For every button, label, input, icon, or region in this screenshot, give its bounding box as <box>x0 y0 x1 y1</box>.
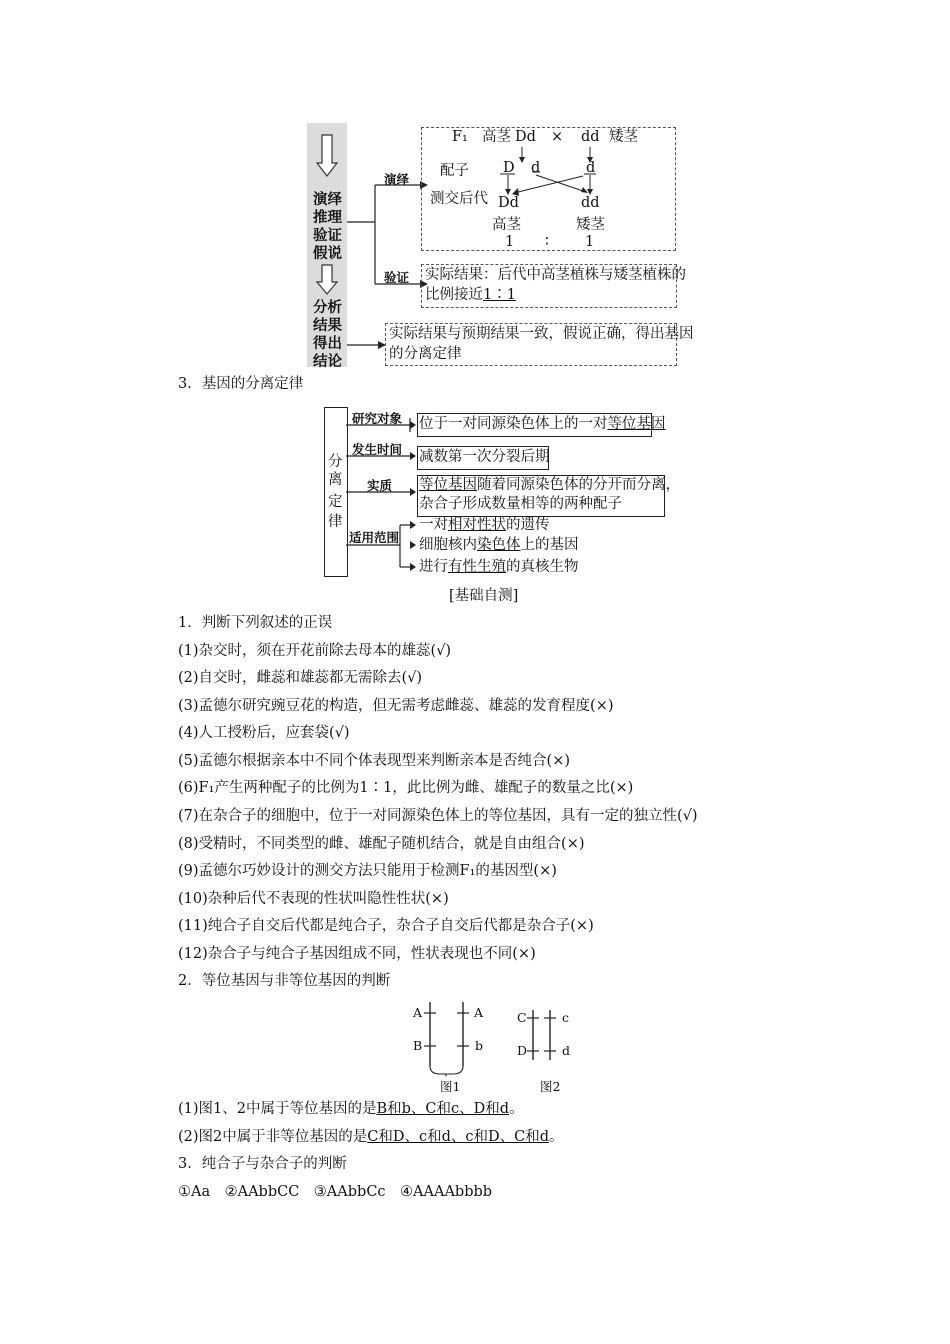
conclusion-line1: 实际结果与预期结果一致，假说正确，得出基因 <box>389 326 694 342</box>
offspring-Dd: Dd <box>498 195 519 211</box>
q2-answer-1-prefix: (1)图1、2中属于等位基因的是 <box>178 1101 377 1117</box>
time-text: 减数第一次分裂后期 <box>419 449 550 465</box>
gene-d-right: d <box>562 1043 571 1058</box>
scope-item-1-post: 的遗传 <box>506 517 550 533</box>
title-char-2: 离 <box>328 472 343 488</box>
caption-figure1: 图1 <box>440 1079 461 1094</box>
title-char-3: 定 <box>328 494 343 510</box>
self-test-header: [基础自测] <box>449 588 519 604</box>
object-prefix: 位于一对同源染色体上的一对 <box>419 416 608 432</box>
step-analyze-2: 结果 <box>313 317 342 334</box>
gene-b-right: b <box>475 1038 484 1053</box>
verify-ratio-blank: 1∶1 <box>483 287 516 303</box>
testcross-label: 测交后代 <box>430 191 488 207</box>
scope-item-3-pre: 进行 <box>419 559 448 575</box>
scope-item-2-post: 上的基因 <box>520 537 579 553</box>
q1-item: (9)孟德尔巧妙设计的测交方法只能用于检测F₁的基因型(×) <box>178 863 557 879</box>
scope-item-3-blank: 有性生殖 <box>448 559 506 575</box>
branch-label-verify: 验证 <box>384 270 410 285</box>
q2-answer-1-blank: B和b、C和c、D和d <box>376 1101 510 1117</box>
branch-object: 研究对象 <box>352 411 403 426</box>
q2-answer-1-end: 。 <box>509 1101 524 1117</box>
f1-label: F₁ <box>452 129 468 145</box>
step-analyze-3: 得出 <box>313 335 342 352</box>
q1-item: (5)孟德尔根据亲本中不同个体表现型来判断亲本是否纯合(×) <box>178 753 571 769</box>
essence-blank: 等位基因 <box>419 477 477 493</box>
tall-label: 高茎 <box>482 129 511 145</box>
ratio-right: 1 <box>585 234 595 250</box>
scope-item-3-post: 的真核生物 <box>506 559 579 575</box>
step-deduce-1: 演绎 <box>313 191 342 208</box>
section3-title: 3．基因的分离定律 <box>178 376 304 392</box>
gamete-d-2: d <box>586 160 596 176</box>
q2-answer-2-end: 。 <box>549 1129 564 1145</box>
short-label: 矮茎 <box>609 129 638 145</box>
q3-title: 3．纯合子与杂合子的判断 <box>178 1156 347 1172</box>
conclusion-line2: 的分离定律 <box>389 346 462 362</box>
q1-item: (2)自交时，雌蕊和雄蕊都无需除去(√) <box>178 670 423 686</box>
branch-essence: 实质 <box>367 478 393 493</box>
gamete-D: D <box>503 160 515 176</box>
gene-A-left: A <box>413 1005 423 1020</box>
q1-item: (7)在杂合子的细胞中，位于一对同源染色体上的等位基因，具有一定的独立性(√) <box>178 808 698 824</box>
q1-title: 1．判断下列叙述的正误 <box>178 615 333 631</box>
cross-sign: × <box>551 129 564 145</box>
q1-item: (11)纯合子自交后代都是纯合子，杂合子自交后代都是杂合子(×) <box>178 918 594 934</box>
q1-item: (1)杂交时，须在开花前除去母本的雄蕊(√) <box>178 643 452 659</box>
scope-item-1-pre: 一对 <box>419 517 448 533</box>
essence-rest: 随着同源染色体的分开而分离， <box>477 477 680 493</box>
q1-item: (4)人工授粉后，应套袋(√) <box>178 725 350 741</box>
q1-item: (6)F₁产生两种配子的比例为1∶1，此比例为雌、雄配子的数量之比(×) <box>178 780 634 796</box>
gene-c-right: c <box>562 1010 570 1025</box>
gamete-label: 配子 <box>440 163 469 179</box>
scope-item-2-blank: 染色体 <box>477 537 521 553</box>
q1-item: (12)杂合子与纯合子基因组成不同，性状表现也不同(×) <box>178 946 536 962</box>
step-deduce-3: 验证 <box>313 227 342 244</box>
tall-genotype: Dd <box>515 129 536 145</box>
offspring-dd: dd <box>581 195 600 211</box>
scope-item-1-blank: 相对性状 <box>448 517 506 533</box>
q1-item: (8)受精时，不同类型的雌、雄配子随机结合，就是自由组合(×) <box>178 836 585 852</box>
title-char-4: 律 <box>328 514 343 530</box>
q2-answer-2-prefix: (2)图2中属于非等位基因的是 <box>178 1129 368 1145</box>
gene-D-left: D <box>517 1043 528 1058</box>
scope-item-2-pre: 细胞核内 <box>419 537 477 553</box>
phenotype-tall: 高茎 <box>492 217 521 233</box>
q1-item: (3)孟德尔研究豌豆花的构造，但无需考虑雌蕊、雄蕊的发育程度(×) <box>178 698 614 714</box>
q2-title: 2．等位基因与非等位基因的判断 <box>178 973 391 989</box>
q2-answer-2 <box>178 1127 564 1147</box>
q2-answer-1 <box>178 1099 524 1119</box>
verify-text-line1: 实际结果：后代中高茎植株与矮茎植株的 <box>425 267 686 283</box>
short-genotype: dd <box>581 129 600 145</box>
title-char-1: 分 <box>328 454 343 470</box>
step-deduce-4: 假说 <box>313 245 342 262</box>
ratio-left: 1 <box>505 234 515 250</box>
object-blank: 等位基因 <box>607 416 666 432</box>
q1-item: (10)杂种后代不表现的性状叫隐性性状(×) <box>178 891 449 907</box>
phenotype-short: 矮茎 <box>576 217 605 233</box>
gene-A-right: A <box>474 1005 484 1020</box>
branch-time: 发生时间 <box>352 442 403 457</box>
step-analyze-4: 结论 <box>313 353 342 370</box>
gamete-d-1: d <box>531 160 541 176</box>
gene-C-left: C <box>517 1010 527 1025</box>
q2-answer-2-blank: C和D、c和d、c和D、C和d <box>367 1129 550 1145</box>
caption-figure2: 图2 <box>540 1079 561 1094</box>
step-analyze-1: 分析 <box>313 299 342 316</box>
branch-scope: 适用范围 <box>349 530 400 545</box>
ratio-colon: ∶ <box>545 234 549 250</box>
gene-B-left: B <box>413 1038 423 1053</box>
verify-text-prefix: 比例接近 <box>425 287 483 303</box>
branch-label-deduction: 演绎 <box>384 172 410 187</box>
q3-options: ①Aa ②AAbbCC ③AAbbCc ④AAAAbbbb <box>178 1184 493 1200</box>
essence-line2: 杂合子形成数量相等的两种配子 <box>419 496 622 512</box>
step-deduce-2: 推理 <box>313 209 342 226</box>
